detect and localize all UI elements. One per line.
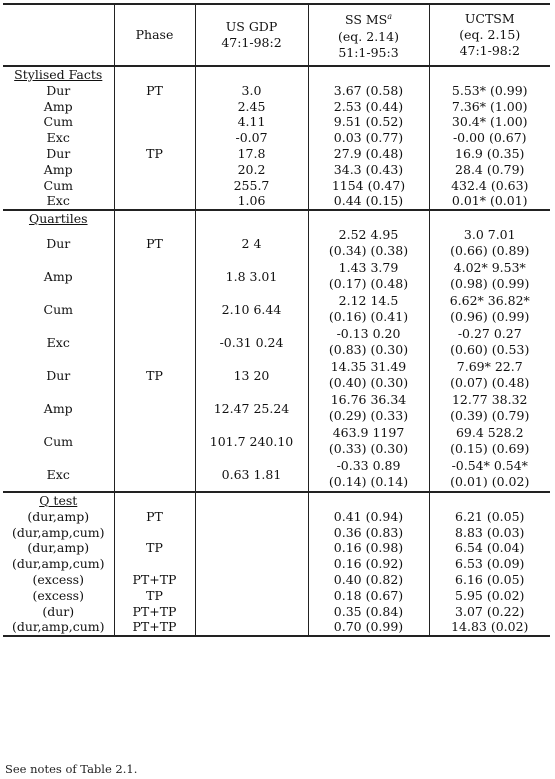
stylised-label: Exc	[46, 130, 70, 146]
stylised-label: Amp	[43, 98, 73, 114]
quartile-uctsm	[429, 425, 550, 458]
qtest-uctsm: 14.83 (0.02)	[429, 619, 550, 636]
qtest-row	[3, 588, 550, 604]
section-row-qtest	[3, 492, 550, 509]
stylised-label: Dur	[46, 82, 71, 98]
header-usgdp-line2: 47:1-98:2	[221, 35, 282, 50]
quartile-ssms	[308, 425, 429, 458]
quartile-uctsm-values: -0.54* 0.54*	[451, 458, 528, 474]
header-phase: Phase	[114, 4, 195, 66]
stylised-uctsm: 5.53* (0.99)	[429, 83, 550, 99]
qtest-usgdp	[195, 588, 308, 604]
section-label-stylised: Stylised Facts	[14, 67, 103, 82]
qtest-row	[3, 619, 550, 636]
quartile-ssms	[308, 326, 429, 359]
qtest-uctsm: 6.53 (0.09)	[429, 556, 550, 572]
quartile-label: Amp	[43, 400, 73, 416]
qtest-label: (dur,amp,cum)	[11, 556, 105, 572]
header-uctsm-line1: UCTSM	[464, 11, 515, 26]
quartile-uctsm-pvalues: (0.60) (0.53)	[450, 342, 530, 358]
quartile-phase	[114, 260, 195, 293]
quartile-ssms	[308, 458, 429, 492]
quartile-label: Exc	[46, 466, 70, 482]
qtest-ssms: 0.16 (0.98)	[308, 540, 429, 556]
quartile-phase	[114, 458, 195, 492]
quartile-label: Dur	[46, 235, 71, 251]
qtest-usgdp	[195, 572, 308, 588]
stylised-label: Cum	[43, 177, 73, 193]
stylised-usgdp: 1.06	[195, 193, 308, 210]
quartile-uctsm-values: 3.0 7.01	[463, 227, 516, 243]
quartile-uctsm-pvalues: (0.01) (0.02)	[450, 474, 530, 490]
header-ssms-line2: (eq. 2.14)	[338, 28, 399, 44]
quartile-uctsm-pvalues: (0.98) (0.99)	[450, 276, 530, 292]
quartile-uctsm	[429, 359, 550, 392]
section-label-quartiles: Quartiles	[28, 211, 88, 227]
results-table	[3, 3, 550, 637]
quartile-uctsm	[429, 458, 550, 492]
section-blank	[114, 492, 195, 509]
stylised-label: Cum	[43, 114, 73, 130]
stylised-label: Dur	[46, 145, 71, 161]
quartile-ssms-values: -0.13 0.20	[336, 326, 401, 342]
section-label-qtest: Q test	[39, 492, 78, 508]
stylised-ssms: 0.44 (0.15)	[308, 193, 429, 210]
qtest-phase: PT+TP	[114, 604, 195, 620]
section-blank	[308, 66, 429, 83]
stylised-ssms: 34.3 (0.43)	[308, 162, 429, 178]
qtest-phase: PT+TP	[114, 572, 195, 588]
header-blank	[3, 4, 114, 66]
section-blank	[195, 210, 308, 227]
qtest-row	[3, 556, 550, 572]
stylised-phase	[114, 162, 195, 178]
stylised-uctsm: 0.01* (0.01)	[429, 193, 550, 210]
quartile-uctsm-values: 69.4 528.2	[455, 425, 524, 441]
stylised-uctsm: 432.4 (0.63)	[429, 178, 550, 194]
qtest-phase: TP	[114, 588, 195, 604]
stylised-uctsm: 28.4 (0.79)	[429, 162, 550, 178]
quartile-ssms-pvalues: (0.16) (0.41)	[328, 309, 409, 325]
section-title-stylised	[3, 66, 114, 83]
quartile-ssms-values: 2.12 14.5	[338, 293, 399, 309]
stylised-ssms: 0.03 (0.77)	[308, 130, 429, 146]
quartile-row	[3, 458, 550, 492]
qtest-label: (dur)	[42, 603, 75, 619]
quartile-uctsm-pvalues: (0.66) (0.89)	[450, 243, 530, 259]
quartile-uctsm-pvalues: (0.15) (0.69)	[450, 441, 530, 457]
quartile-uctsm-values: 7.69* 22.7	[456, 359, 523, 375]
stylised-row	[3, 162, 550, 178]
section-row-stylised	[3, 66, 550, 83]
header-ssms	[308, 4, 429, 66]
stylised-phase	[114, 99, 195, 115]
quartile-ssms	[308, 260, 429, 293]
quartile-uctsm	[429, 260, 550, 293]
header-ssms-line3: 51:1-95:3	[338, 44, 399, 60]
quartile-usgdp: 2.10 6.44	[195, 293, 308, 326]
header-ssms-line1: SS $MS^a$	[344, 12, 393, 28]
stylised-usgdp: 2.45	[195, 99, 308, 115]
section-blank	[308, 210, 429, 227]
quartile-ssms-values: 1.43 3.79	[338, 260, 399, 276]
stylised-usgdp: 20.2	[195, 162, 308, 178]
quartile-ssms-pvalues: (0.33) (0.30)	[328, 441, 409, 457]
qtest-row	[3, 509, 550, 525]
quartile-usgdp: 2 4	[195, 227, 308, 260]
section-blank	[114, 210, 195, 227]
section-blank	[429, 210, 550, 227]
quartile-label: Cum	[43, 433, 73, 449]
stylised-usgdp: 255.7	[195, 178, 308, 194]
stylised-uctsm: 7.36* (1.00)	[429, 99, 550, 115]
stylised-phase: PT	[114, 83, 195, 99]
qtest-ssms: 0.36 (0.83)	[308, 525, 429, 541]
quartile-uctsm-values: 4.02* 9.53*	[453, 260, 526, 276]
quartile-label: Dur	[46, 367, 71, 383]
quartile-row	[3, 227, 550, 260]
stylised-phase	[114, 178, 195, 194]
stylised-phase	[114, 193, 195, 210]
quartile-ssms-pvalues: (0.14) (0.14)	[328, 474, 409, 490]
stylised-usgdp: -0.07	[195, 130, 308, 146]
quartile-row	[3, 293, 550, 326]
stylised-usgdp: 17.8	[195, 146, 308, 162]
qtest-usgdp	[195, 540, 308, 556]
stylised-ssms: 3.67 (0.58)	[308, 83, 429, 99]
quartile-ssms-values: 463.9 1197	[332, 425, 405, 441]
header-uctsm-line3: 47:1-98:2	[459, 43, 520, 58]
section-blank	[195, 66, 308, 83]
quartile-ssms-values: 16.76 36.34	[330, 392, 407, 408]
stylised-uctsm: -0.00 (0.67)	[429, 130, 550, 146]
qtest-uctsm: 5.95 (0.02)	[429, 588, 550, 604]
stylised-usgdp: 3.0	[195, 83, 308, 99]
quartile-label: Exc	[46, 334, 70, 350]
stylised-ssms: 1154 (0.47)	[308, 178, 429, 194]
quartile-uctsm	[429, 392, 550, 425]
stylised-row	[3, 83, 550, 99]
quartile-uctsm-values: 6.62* 36.82*	[449, 293, 530, 309]
quartile-ssms-pvalues: (0.17) (0.48)	[328, 276, 409, 292]
stylised-phase	[114, 130, 195, 146]
qtest-phase: PT	[114, 509, 195, 525]
qtest-label: (dur,amp)	[27, 540, 90, 556]
qtest-uctsm: 6.16 (0.05)	[429, 572, 550, 588]
qtest-ssms: 0.40 (0.82)	[308, 572, 429, 588]
qtest-uctsm: 6.21 (0.05)	[429, 509, 550, 525]
quartile-row	[3, 425, 550, 458]
quartile-uctsm	[429, 326, 550, 359]
stylised-label: Amp	[43, 161, 73, 177]
quartile-ssms-values: -0.33 0.89	[336, 458, 401, 474]
quartile-usgdp: 101.7 240.10	[195, 425, 308, 458]
qtest-usgdp	[195, 509, 308, 525]
quartile-usgdp: -0.31 0.24	[195, 326, 308, 359]
quartile-uctsm-values: -0.27 0.27	[457, 326, 522, 342]
quartile-uctsm-values: 12.77 38.32	[451, 392, 528, 408]
qtest-uctsm: 8.83 (0.03)	[429, 525, 550, 541]
quartile-row	[3, 326, 550, 359]
stylised-row	[3, 130, 550, 146]
stylised-row	[3, 146, 550, 162]
quartile-ssms-values: 2.52 4.95	[338, 227, 399, 243]
quartile-row	[3, 359, 550, 392]
qtest-row	[3, 604, 550, 620]
quartile-phase	[114, 293, 195, 326]
section-blank	[308, 492, 429, 509]
qtest-phase: TP	[114, 540, 195, 556]
quartile-ssms-pvalues: (0.40) (0.30)	[328, 375, 409, 391]
qtest-phase	[114, 525, 195, 541]
qtest-label: (dur,amp,cum)	[11, 524, 105, 540]
section-blank	[429, 66, 550, 83]
quartile-usgdp: 12.47 25.24	[195, 392, 308, 425]
qtest-label: (excess)	[32, 571, 84, 587]
quartile-ssms	[308, 293, 429, 326]
quartile-uctsm-pvalues: (0.39) (0.79)	[450, 408, 530, 424]
qtest-usgdp	[195, 619, 308, 636]
section-row-quartiles	[3, 210, 550, 227]
stylised-ssms: 9.51 (0.52)	[308, 114, 429, 130]
quartile-ssms-pvalues: (0.83) (0.30)	[328, 342, 409, 358]
quartile-uctsm	[429, 227, 550, 260]
stylised-ssms: 27.9 (0.48)	[308, 146, 429, 162]
header-usgdp	[195, 4, 308, 66]
quartile-label: Amp	[43, 268, 73, 284]
header-uctsm-line2: (eq. 2.15)	[459, 27, 521, 42]
quartile-uctsm	[429, 293, 550, 326]
qtest-ssms: 0.70 (0.99)	[308, 619, 429, 636]
qtest-ssms: 0.35 (0.84)	[308, 604, 429, 620]
stylised-row	[3, 193, 550, 210]
quartile-ssms	[308, 227, 429, 260]
quartile-phase	[114, 326, 195, 359]
quartile-uctsm-pvalues: (0.96) (0.99)	[450, 309, 530, 325]
section-title-qtest	[3, 492, 114, 509]
quartile-row	[3, 392, 550, 425]
stylised-uctsm: 16.9 (0.35)	[429, 146, 550, 162]
qtest-phase: PT+TP	[114, 619, 195, 636]
qtest-label: (dur,amp,cum)	[3, 619, 114, 636]
qtest-ssms: 0.16 (0.92)	[308, 556, 429, 572]
quartile-phase: TP	[114, 359, 195, 392]
qtest-phase	[114, 556, 195, 572]
section-title-quartiles	[3, 210, 114, 227]
qtest-usgdp	[195, 604, 308, 620]
quartile-label: Cum	[43, 301, 73, 317]
stylised-phase: TP	[114, 146, 195, 162]
stylised-phase	[114, 114, 195, 130]
section-blank	[114, 66, 195, 83]
quartile-ssms-values: 14.35 31.49	[330, 359, 407, 375]
stylised-row	[3, 178, 550, 194]
quartile-phase	[114, 425, 195, 458]
header-ssms-footnote-mark: a	[387, 12, 393, 22]
quartile-usgdp: 1.8 3.01	[195, 260, 308, 293]
qtest-usgdp	[195, 525, 308, 541]
quartile-ssms-pvalues: (0.34) (0.38)	[328, 243, 409, 259]
quartile-usgdp: 13 20	[195, 359, 308, 392]
qtest-label: (excess)	[32, 587, 84, 603]
stylised-usgdp: 4.11	[195, 114, 308, 130]
stylised-row	[3, 99, 550, 115]
quartile-ssms-pvalues: (0.29) (0.33)	[328, 408, 409, 424]
header-row	[3, 4, 550, 66]
quartile-usgdp: 0.63 1.81	[195, 458, 308, 492]
section-blank	[429, 492, 550, 509]
qtest-usgdp	[195, 556, 308, 572]
qtest-ssms: 0.41 (0.94)	[308, 509, 429, 525]
stylised-row	[3, 114, 550, 130]
qtest-row	[3, 540, 550, 556]
table-footnote: See notes of Table 2.1.	[5, 762, 138, 776]
qtest-ssms: 0.18 (0.67)	[308, 588, 429, 604]
qtest-uctsm: 3.07 (0.22)	[429, 604, 550, 620]
stylised-ssms: 2.53 (0.44)	[308, 99, 429, 115]
quartile-ssms	[308, 359, 429, 392]
quartile-row	[3, 260, 550, 293]
qtest-label: (dur,amp)	[27, 508, 90, 524]
qtest-uctsm: 6.54 (0.04)	[429, 540, 550, 556]
quartile-phase: PT	[114, 227, 195, 260]
quartile-phase	[114, 392, 195, 425]
section-blank	[195, 492, 308, 509]
header-uctsm	[429, 4, 550, 66]
stylised-uctsm: 30.4* (1.00)	[429, 114, 550, 130]
qtest-row	[3, 572, 550, 588]
quartile-ssms	[308, 392, 429, 425]
header-usgdp-line1: US GDP	[225, 19, 278, 34]
quartile-uctsm-pvalues: (0.07) (0.48)	[450, 375, 530, 391]
qtest-row	[3, 525, 550, 541]
stylised-label: Exc	[46, 193, 70, 209]
